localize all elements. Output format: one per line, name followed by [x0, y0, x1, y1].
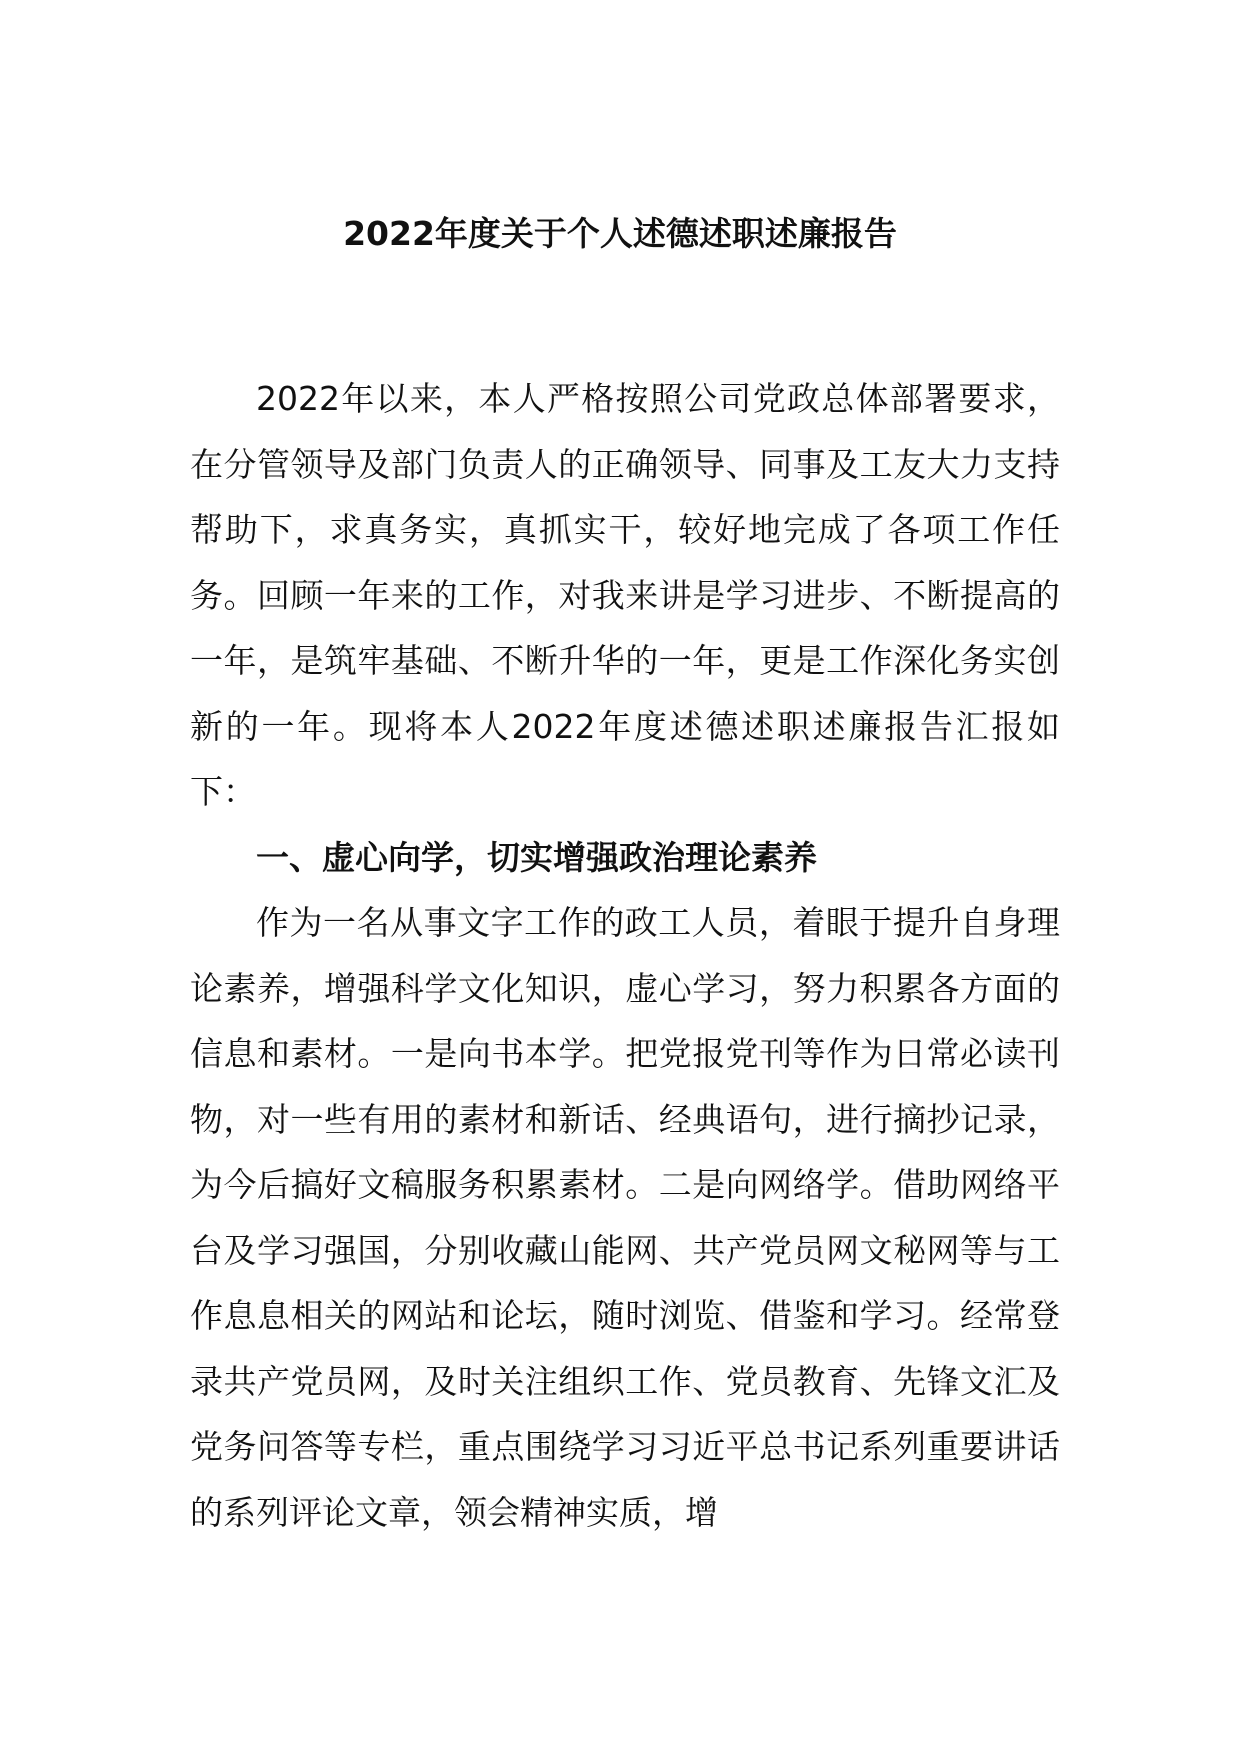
- section-heading: 一、虚心向学，切实增强政治理论素养: [256, 837, 817, 877]
- document-body: [190, 366, 1060, 1545]
- page-title: 2022年度关于个人述德述职述廉报告: [343, 214, 897, 253]
- section-paragraph: 作为一名从事文字工作的政工人员，着眼于提升自身理论素养，增强科学文化知识，虚心学习，努力积累各方面的信息和素材。一是向书本学。把党报党刊等作为日常必读刊物，对一些有用的素材和新话、经典语句，进行摘抄记录，为今后搞好文稿服务积累素材。二是向网络学。借助网络平台及学习强国，分别收藏山能网、共产党员网文秘网等与工作息息相关的网站和论坛，随时浏览、借鉴和学习。经常登录共产党员网，及时关注组织工作、党员教育、先锋文汇及党务问答等专栏，重点围绕学习习近平总书记系列重要讲话的系列评论文章，领会精神实质，增: [190, 903, 1060, 1532]
- intro-paragraph: 2022年以来，本人严格按照公司党政总体部署要求，在分管领导及部门负责人的正确领导、同事及工友大力支持帮助下，求真务实，真抓实干，较好地完成了各项工作任务。回顾一年来的工作，对我来讲是学习进步、不断提高的一年，是筑牢基础、不断升华的一年，更是工作深化务实创新的一年。现将本人2022年度述德述职述廉报告汇报如下：: [190, 379, 1060, 811]
